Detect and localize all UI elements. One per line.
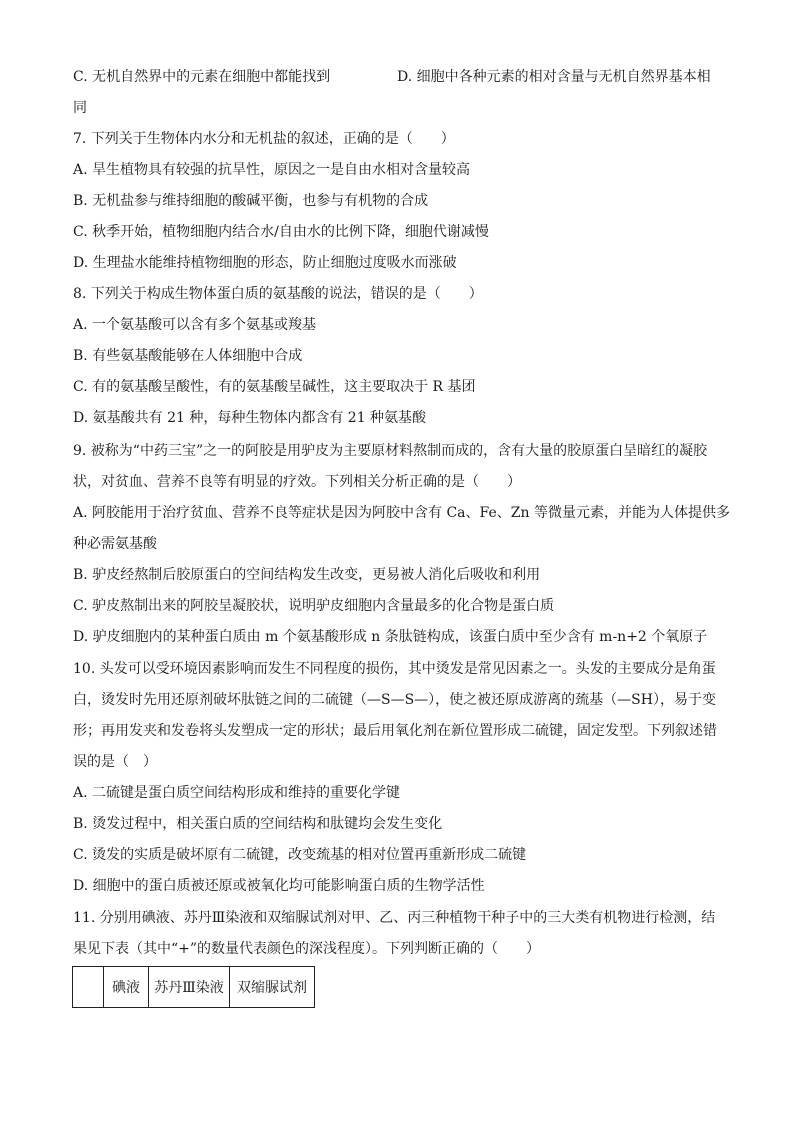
q9-option-a-2: 种必需氨基酸 [73, 536, 157, 552]
table-header-iodine: 碘液 [104, 967, 149, 1008]
q6-option-d-cont: 同 [73, 100, 87, 116]
q8-option-b: B. 有些氨基酸能够在人体细胞中合成 [73, 348, 303, 364]
q11-stem-2: 果见下表（其中“+”的数量代表颜色的深浅程度）。下列判断正确的（ ） [73, 941, 541, 957]
q8-option-c: C. 有的氨基酸呈酸性，有的氨基酸呈碱性，这主要取决于 R 基团 [73, 379, 476, 395]
q9-stem-2: 状，对贫血、营养不良等有明显的疗效。下列相关分析正确的是（ ） [73, 474, 521, 490]
q9-option-d: D. 驴皮细胞内的某种蛋白质由 m 个氨基酸形成 n 条肽链构成，该蛋白质中至少含有 m-n+2 个氧原子 [73, 629, 708, 645]
q11-stem-1: 11. 分别用碘液、苏丹Ⅲ染液和双缩脲试剂对甲、乙、丙三种植物干种子中的三大类有机物进行检测，结 [73, 910, 716, 926]
q9-option-c: C. 驴皮熬制出来的阿胶呈凝胶状，说明驴皮细胞内含量最多的化合物是蛋白质 [73, 598, 555, 614]
q7-option-a: A. 旱生植物具有较强的抗旱性，原因之一是自由水相对含量较高 [73, 162, 471, 178]
table-header-row [73, 967, 315, 1008]
q9-option-a-1: A. 阿胶能用于治疗贫血、营养不良等症状是因为阿胶中含有 Ca、Fe、Zn 等微量元素，并能为人体提供多 [73, 505, 730, 521]
reagent-table [72, 966, 315, 1008]
q10-option-b: B. 烫发过程中，相关蛋白质的空间结构和肽键均会发生变化 [73, 816, 443, 832]
table-header-blank [73, 967, 104, 1008]
q10-stem-3: 形；再用发夹和发卷将头发塑成一定的形状；最后用氧化剂在新位置形成二硫键，固定发型。下列叙述错 [73, 723, 717, 739]
q7-stem: 7. 下列关于生物体内水分和无机盐的叙述，正确的是（ ） [73, 131, 455, 147]
q9-stem-1: 9. 被称为“中药三宝”之一的阿胶是用驴皮为主要原材料熬制而成的，含有大量的胶原蛋白呈暗红的凝胶 [73, 443, 708, 459]
q10-stem-2: 白，烫发时先用还原剂破坏肽链之间的二硫键（—S—S—），使之被还原成游离的巯基（—SH），易于变 [73, 692, 716, 708]
q6-option-d: D. 细胞中各种元素的相对含量与无机自然界基本相 [397, 69, 711, 85]
q8-option-d: D. 氨基酸共有 21 种，每种生物体内都含有 21 种氨基酸 [73, 410, 427, 426]
q8-stem: 8. 下列关于构成生物体蛋白质的氨基酸的说法，错误的是（ ） [73, 286, 483, 302]
q10-option-d: D. 细胞中的蛋白质被还原或被氧化均可能影响蛋白质的生物学活性 [73, 878, 485, 894]
q7-option-d: D. 生理盐水能维持植物细胞的形态，防止细胞过度吸水而涨破 [73, 255, 457, 271]
q9-option-b: B. 驴皮经熬制后胶原蛋白的空间结构发生改变，更易被人消化后吸收和利用 [73, 567, 541, 583]
q7-option-c: C. 秋季开始，植物细胞内结合水/自由水的比例下降，细胞代谢减慢 [73, 224, 489, 240]
q7-option-b: B. 无机盐参与维持细胞的酸碱平衡，也参与有机物的合成 [73, 193, 429, 209]
q6-option-c: C. 无机自然界中的元素在细胞中都能找到 [73, 69, 331, 85]
q10-stem-4: 误的是（ ） [73, 754, 157, 770]
q10-option-a: A. 二硫键是蛋白质空间结构形成和维持的重要化学键 [73, 785, 401, 801]
q8-option-a: A. 一个氨基酸可以含有多个氨基或羧基 [73, 317, 317, 333]
table-header-biuret: 双缩脲试剂 [230, 967, 315, 1008]
q10-stem-1: 10. 头发可以受环境因素影响而发生不同程度的损伤，其中烫发是常见因素之一。头发的主要成分是角蛋 [73, 661, 716, 677]
table-header-sudan: 苏丹Ⅲ染液 [149, 967, 230, 1008]
q10-option-c: C. 烫发的实质是破坏原有二硫键，改变巯基的相对位置再重新形成二硫键 [73, 847, 527, 863]
